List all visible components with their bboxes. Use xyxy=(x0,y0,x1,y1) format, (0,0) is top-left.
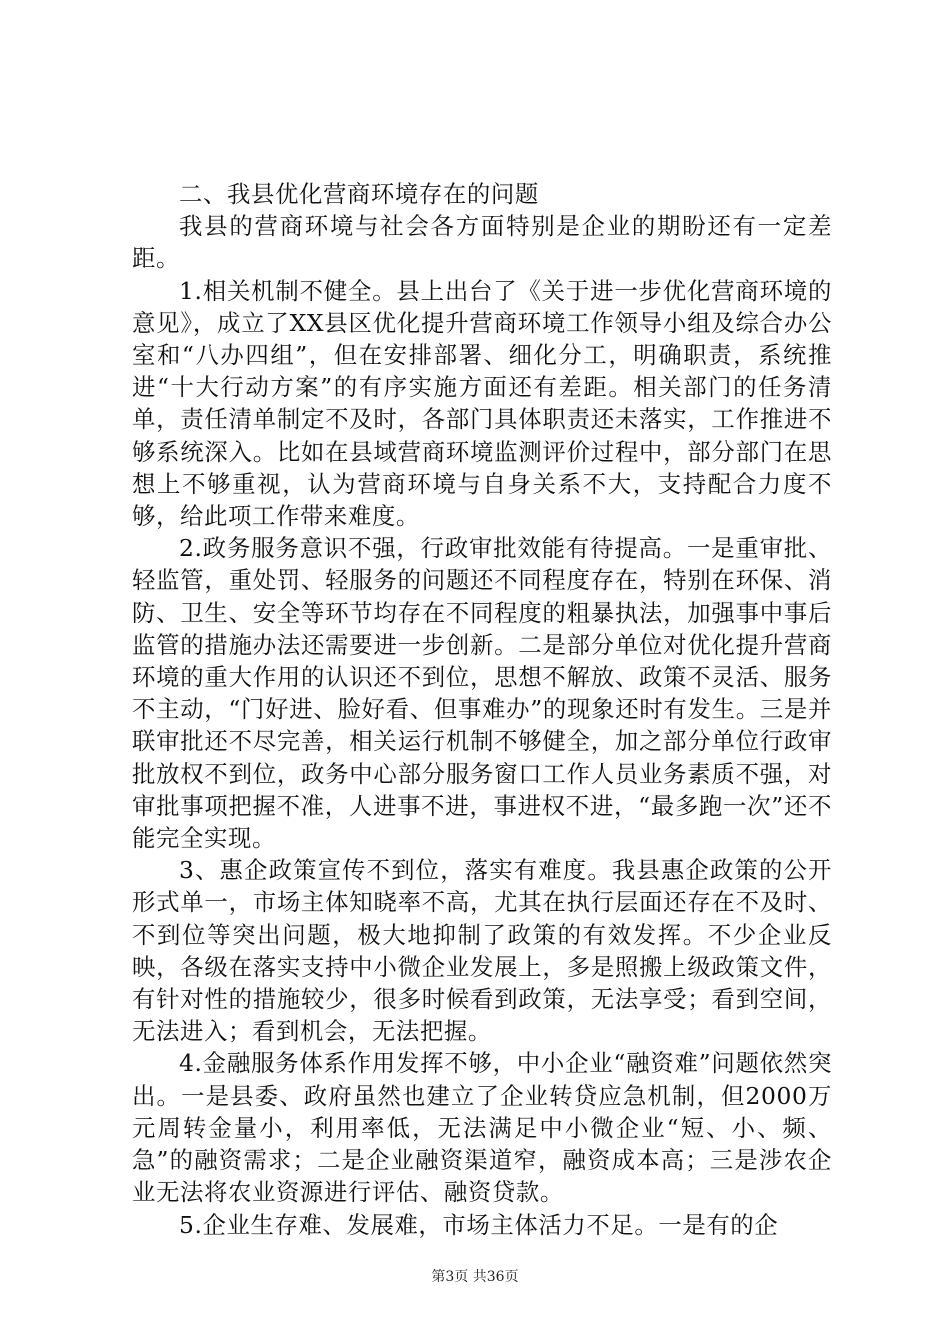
paragraph-intro: 我县的营商环境与社会各方面特别是企业的期盼还有一定差距。 xyxy=(132,212,832,273)
section-heading: 二、我县优化营商环境存在的问题 xyxy=(179,180,539,208)
paragraph-item-1: 1.相关机制不健全。县上出台了《关于进一步优化营商环境的意见》，成立了XX县区优化提升营商环境工作领导小组及综合办公室和“八办四组”，但在安排部署、细化分工，明确职责，系统推进“十大行动方案”的有序实施方面还有差距。相关部门的任务清单，责任清单制定不及时，各部门具体职责还未落实，工作推进不够系统深入。比如在县域营商环境监测评价过程中，部分部门在思想上不够重视，认为营商环境与自身关系不大，支持配合力度不够，给此项工作带来难度。 xyxy=(132,276,832,531)
paragraph-item-4: 4.金融服务体系作用发挥不够，中小企业“融资难”问题依然突出。一是县委、政府虽然也建立了企业转贷应急机制，但2000万元周转金量小，利用率低，无法满足中小微企业“短、小、频、急”的融资需求；二是企业融资渠道窄，融资成本高；三是涉农企业无法将农业资源进行评估、融资贷款。 xyxy=(132,1049,832,1207)
page-footer xyxy=(0,1268,950,1286)
paragraph-item-3: 3、惠企政策宣传不到位，落实有难度。我县惠企政策的公开形式单一，市场主体知晓率不高，尤其在执行层面还存在不及时、不到位等突出问题，极大地抑制了政策的有效发挥。不少企业反映，各级在落实支持中小微企业发展上，多是照搬上级政策文件，有针对性的措施较少，很多时候看到政策，无法享受；看到空间，无法进入；看到机会，无法把握。 xyxy=(132,856,832,1046)
document-body xyxy=(132,178,832,1241)
paragraph-item-2: 2.政务服务意识不强，行政审批效能有待提高。一是重审批、轻监管，重处罚、轻服务的问题还不同程度存在，特别在环保、消防、卫生、安全等环节均存在不同程度的粗暴执法，加强事中事后监管的措施办法还需要进一步创新。二是部分单位对优化提升营商环境的重大作用的认识还不到位，思想不解放、政策不灵活、服务不主动，“门好进、脸好看、但事难办”的现象还时有发生。三是并联审批还不尽完善，相关运行机制不够健全，加之部分单位行政审批放权不到位，政务中心部分服务窗口工作人员业务素质不强，对审批事项把握不准，人进事不进，事进权不进，“最多跑一次”还不能完全实现。 xyxy=(132,534,832,853)
page-number-label: 第3页 共36页 xyxy=(431,1269,519,1285)
paragraph-item-5: 5.企业生存难、发展难，市场主体活力不足。一是有的企 xyxy=(179,1210,779,1239)
